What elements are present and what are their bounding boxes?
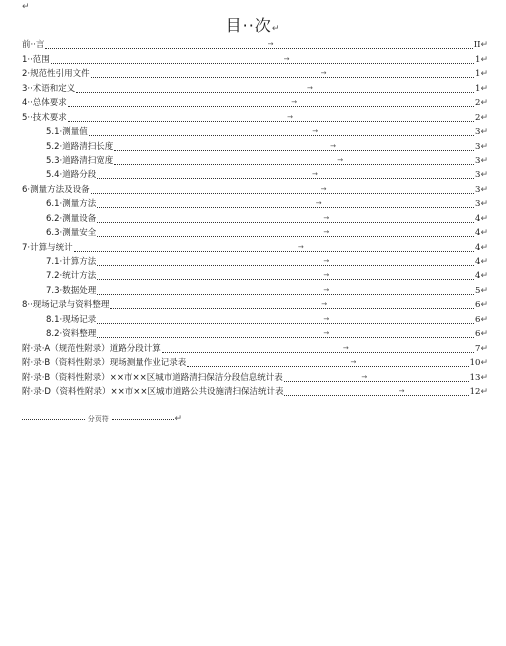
toc-entry-page: 2	[475, 112, 481, 123]
tab-mark: →	[306, 83, 313, 92]
toc-dot-leader	[91, 69, 474, 78]
tab-mark: →	[323, 228, 330, 237]
toc-entry[interactable]	[22, 355, 488, 369]
toc-entry[interactable]	[22, 138, 488, 152]
tab-mark: →	[323, 257, 330, 265]
tab-mark: →	[330, 141, 336, 150]
toc-dot-leader	[284, 386, 468, 396]
toc-entry-label: 6.1·测量方法	[46, 199, 97, 210]
tab-mark: →	[361, 372, 368, 381]
page-break-line-right	[112, 419, 175, 420]
table-of-contents	[22, 37, 488, 398]
toc-entry-label: 6.3·测量安全	[46, 228, 97, 239]
toc-entry-label: 前··言	[22, 40, 45, 51]
toc-entry-page: 1	[475, 83, 481, 94]
toc-dot-leader	[68, 98, 474, 107]
paragraph-mark: ↵	[480, 155, 488, 166]
toc-dot-leader	[97, 199, 474, 208]
toc-dot-leader	[91, 184, 474, 194]
paragraph-mark: ↵	[480, 372, 488, 383]
toc-entry-page: 6	[475, 329, 481, 340]
toc-dot-leader	[284, 372, 469, 382]
toc-dot-leader	[110, 300, 474, 309]
paragraph-mark: ↵	[480, 54, 488, 65]
toc-entry[interactable]	[22, 109, 488, 123]
toc-entry-page: 1	[475, 54, 481, 65]
paragraph-mark: ↵	[480, 300, 488, 311]
paragraph-mark: ↵	[480, 242, 488, 253]
toc-dot-leader	[51, 54, 474, 64]
toc-entry-page: 4	[475, 271, 481, 282]
toc-dot-leader	[187, 358, 468, 367]
toc-entry[interactable]	[22, 340, 488, 354]
toc-entry[interactable]	[22, 311, 488, 325]
toc-title: 目··次	[225, 16, 272, 35]
toc-entry[interactable]	[22, 80, 488, 94]
toc-entry[interactable]	[22, 181, 488, 195]
toc-entry-label: 5.1·测量值	[46, 127, 88, 138]
toc-entry-label: 7.1·计算方法	[46, 257, 97, 267]
tab-mark: →	[323, 314, 330, 323]
toc-entry[interactable]	[22, 369, 488, 383]
toc-entry-page: 6	[475, 300, 481, 311]
paragraph-mark: ↵	[480, 271, 488, 282]
paragraph-mark: ↵	[480, 170, 488, 181]
paragraph-mark: ↵	[480, 329, 488, 340]
toc-entry[interactable]	[22, 37, 488, 51]
tab-mark: →	[267, 40, 274, 49]
toc-entry-label: 6·测量方法及设备	[22, 184, 90, 195]
toc-entry[interactable]	[22, 225, 488, 239]
toc-entry-page: 3	[475, 199, 481, 210]
toc-dot-leader	[89, 127, 474, 136]
paragraph-mark: ↵	[480, 199, 488, 210]
toc-entry[interactable]	[22, 254, 488, 268]
toc-entry-page: 3	[475, 184, 481, 195]
paragraph-mark: ↵	[22, 2, 30, 12]
toc-dot-leader	[97, 314, 474, 324]
toc-entry-label: 3··术语和定义	[22, 83, 76, 94]
paragraph-mark: ↵	[480, 285, 488, 296]
toc-entry-page: II	[473, 40, 481, 51]
toc-entry-label: 8.2·资料整理	[46, 329, 97, 340]
toc-entry-label: 5.4·道路分段	[46, 170, 97, 181]
tab-mark: →	[315, 199, 322, 208]
toc-dot-leader	[114, 141, 474, 151]
toc-dot-leader	[97, 170, 474, 179]
paragraph-mark: ↵	[480, 228, 488, 239]
tab-mark: →	[323, 285, 330, 294]
toc-entry-page: 4	[475, 242, 481, 253]
tab-mark: →	[291, 98, 298, 107]
toc-entry[interactable]	[22, 124, 488, 138]
toc-dot-leader	[97, 285, 474, 295]
tab-mark: →	[323, 329, 330, 338]
toc-entry-label: 5.3·道路清扫宽度	[46, 155, 114, 166]
toc-entry-label: 7.3·数据处理	[46, 285, 97, 296]
tab-mark: →	[320, 184, 327, 193]
toc-entry-label: 1··范围	[22, 54, 50, 65]
toc-entry[interactable]	[22, 196, 488, 210]
paragraph-mark: ↵	[480, 184, 488, 195]
paragraph-mark: ↵	[480, 112, 488, 123]
tab-mark: →	[342, 343, 349, 352]
toc-entry[interactable]	[22, 51, 488, 65]
toc-entry-page: 2	[475, 98, 481, 109]
toc-dot-leader	[68, 112, 474, 122]
toc-entry[interactable]	[22, 167, 488, 181]
paragraph-mark: ↵	[480, 141, 488, 152]
paragraph-mark: ↵	[480, 127, 488, 138]
paragraph-mark: ↵	[174, 414, 183, 424]
toc-entry-page: 6	[475, 314, 481, 325]
toc-entry[interactable]	[22, 239, 488, 253]
toc-entry-label: 5··技术要求	[22, 112, 67, 123]
toc-dot-leader	[74, 242, 474, 252]
toc-dot-leader	[114, 155, 474, 165]
paragraph-mark: ↵	[480, 358, 488, 369]
toc-entry[interactable]	[22, 297, 488, 311]
toc-entry-page: 10	[469, 358, 481, 369]
tab-mark: →	[337, 155, 344, 164]
toc-entry[interactable]	[22, 268, 488, 282]
tab-mark: →	[398, 386, 405, 395]
paragraph-mark: ↵	[480, 69, 488, 80]
toc-dot-leader	[97, 271, 474, 280]
toc-entry[interactable]	[22, 153, 488, 167]
toc-entry[interactable]	[22, 66, 488, 80]
toc-dot-leader	[162, 343, 474, 353]
tab-mark: →	[287, 112, 294, 121]
toc-entry-page: 3	[475, 155, 481, 166]
toc-dot-leader	[97, 257, 474, 266]
tab-mark: →	[323, 271, 330, 280]
paragraph-mark: ↵	[480, 314, 488, 325]
tab-mark: →	[323, 213, 330, 222]
toc-entry-label: 6.2·测量设备	[46, 213, 97, 224]
tab-mark: →	[321, 300, 328, 309]
tab-mark: →	[283, 54, 290, 63]
toc-dot-leader	[97, 228, 474, 237]
toc-entry[interactable]	[22, 326, 488, 340]
toc-entry-label: 4··总体要求	[22, 98, 67, 109]
tab-mark: →	[312, 170, 318, 179]
toc-entry-label: 2·规范性引用文件	[22, 69, 90, 80]
paragraph-mark: ↵	[271, 24, 281, 34]
toc-entry-page: 4	[475, 213, 481, 224]
toc-entry-page: 12	[469, 386, 481, 397]
paragraph-mark: ↵	[480, 98, 488, 109]
toc-entry-label: 附·录·B（资料性附录）××市××区城市道路清扫保洁分段信息统计表	[22, 372, 283, 383]
toc-entry[interactable]	[22, 282, 488, 296]
toc-entry[interactable]	[22, 210, 488, 224]
toc-entry-label: 7·计算与统计	[22, 242, 73, 253]
toc-dot-leader	[76, 83, 474, 93]
paragraph-mark: ↵	[480, 386, 488, 397]
toc-entry-page: 4	[475, 257, 481, 267]
paragraph-mark: ↵	[480, 40, 488, 51]
page-break-label: 分页符	[87, 415, 109, 423]
paragraph-mark: ↵	[480, 83, 488, 94]
toc-entry-label: 8··现场记录与资料整理	[22, 300, 110, 311]
toc-dot-leader	[45, 40, 472, 49]
tab-mark: →	[312, 127, 319, 136]
toc-entry-label: 附·录·D（资料性附录）××市××区城市道路公共设施清扫保洁统计表	[22, 386, 284, 397]
paragraph-mark: ↵	[480, 343, 488, 354]
toc-entry-page: 3	[475, 127, 481, 138]
toc-entry-page: 3	[475, 170, 481, 181]
toc-entry-page: 13	[469, 372, 481, 383]
toc-entry[interactable]	[22, 95, 488, 109]
tab-mark: →	[350, 358, 357, 367]
toc-entry-label: 7.2·统计方法	[46, 271, 97, 282]
toc-entry-label: 5.2·道路清扫长度	[46, 141, 114, 152]
paragraph-mark: ↵	[480, 257, 488, 267]
toc-entry-page: 1	[475, 69, 481, 80]
toc-entry-page: 3	[475, 141, 481, 152]
toc-entry-page: 4	[475, 228, 481, 239]
toc-entry-label: 附·录·B（资料性附录）现场测量作业记录表	[22, 358, 187, 369]
page-break	[22, 412, 182, 426]
page-break-line-left	[22, 419, 85, 420]
toc-entry[interactable]	[22, 384, 488, 398]
toc-dot-leader	[97, 329, 474, 338]
tab-mark: →	[297, 242, 304, 251]
tab-mark: →	[320, 69, 327, 78]
toc-entry-page: 7	[475, 343, 481, 354]
toc-entry-page: 5	[475, 285, 481, 296]
toc-dot-leader	[97, 213, 474, 223]
toc-entry-label: 8.1·现场记录	[46, 314, 97, 325]
paragraph-mark: ↵	[480, 213, 488, 224]
toc-title-row	[0, 13, 506, 36]
toc-entry-label: 附·录·A（规范性附录）道路分段计算	[22, 343, 161, 354]
